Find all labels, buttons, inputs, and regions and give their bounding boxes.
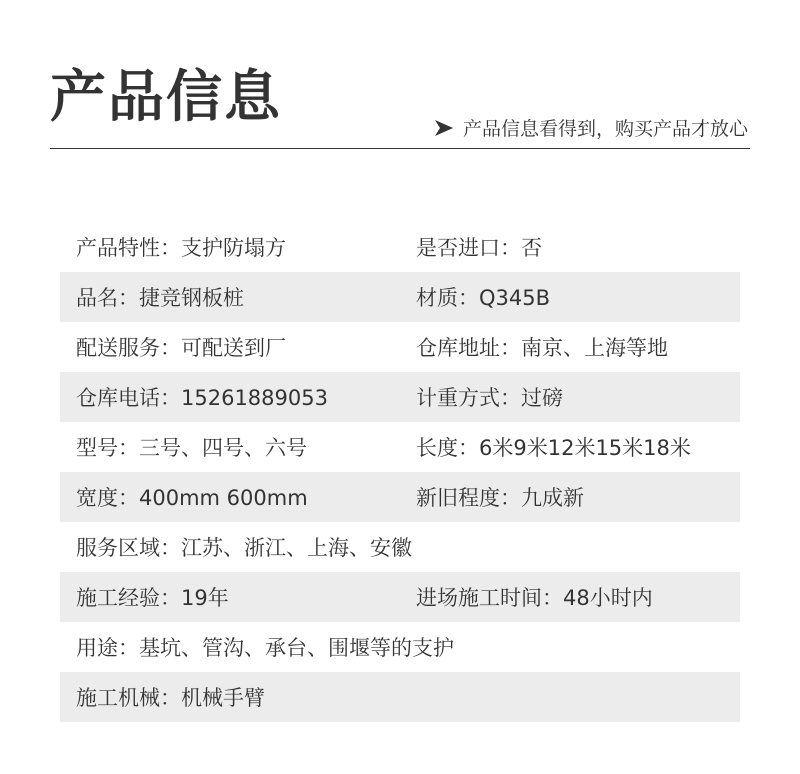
row-left-cell: 仓库电话：15261889053 [76, 386, 328, 410]
row-left-cell: 施工经验：19年 [76, 586, 229, 610]
table-row [60, 222, 740, 272]
table-row [60, 622, 740, 672]
table-row [60, 672, 740, 722]
row-right-cell: 仓库地址：南京、上海等地 [416, 336, 668, 360]
row-left-cell: 用途：基坑、管沟、承台、围堰等的支护 [76, 636, 454, 660]
tagline-text: 产品信息看得到，购买产品才放心 [462, 118, 748, 140]
table-row [60, 372, 740, 422]
table-row [60, 272, 740, 322]
row-right-cell: 进场施工时间：48小时内 [416, 586, 653, 610]
table-row [60, 422, 740, 472]
row-right-cell: 长度：6米9米12米15米18米 [416, 436, 691, 460]
row-right-cell: 材质：Q345B [416, 286, 551, 310]
row-left-cell: 配送服务：可配送到厂 [76, 336, 286, 360]
table-row [60, 572, 740, 622]
table-row [60, 472, 740, 522]
row-left-cell: 产品特性：支护防塌方 [76, 236, 286, 260]
page-header [50, 60, 750, 149]
chevron-arrow-icon [433, 119, 455, 137]
header-tagline [433, 114, 748, 141]
row-left-cell: 宽度：400mm 600mm [76, 486, 308, 510]
table-row [60, 522, 740, 572]
row-right-cell: 是否进口：否 [416, 236, 542, 260]
row-left-cell: 服务区域：江苏、浙江、上海、安徽 [76, 536, 412, 560]
row-right-cell: 计重方式：过磅 [416, 386, 563, 410]
row-left-cell: 型号：三号、四号、六号 [76, 436, 307, 460]
table-row [60, 322, 740, 372]
row-left-cell: 施工机械：机械手臂 [76, 686, 265, 710]
row-left-cell: 品名：捷竞钢板桩 [76, 286, 244, 310]
page-title: 产品信息 [50, 65, 282, 130]
product-info-table [60, 222, 740, 722]
row-right-cell: 新旧程度：九成新 [416, 486, 584, 510]
